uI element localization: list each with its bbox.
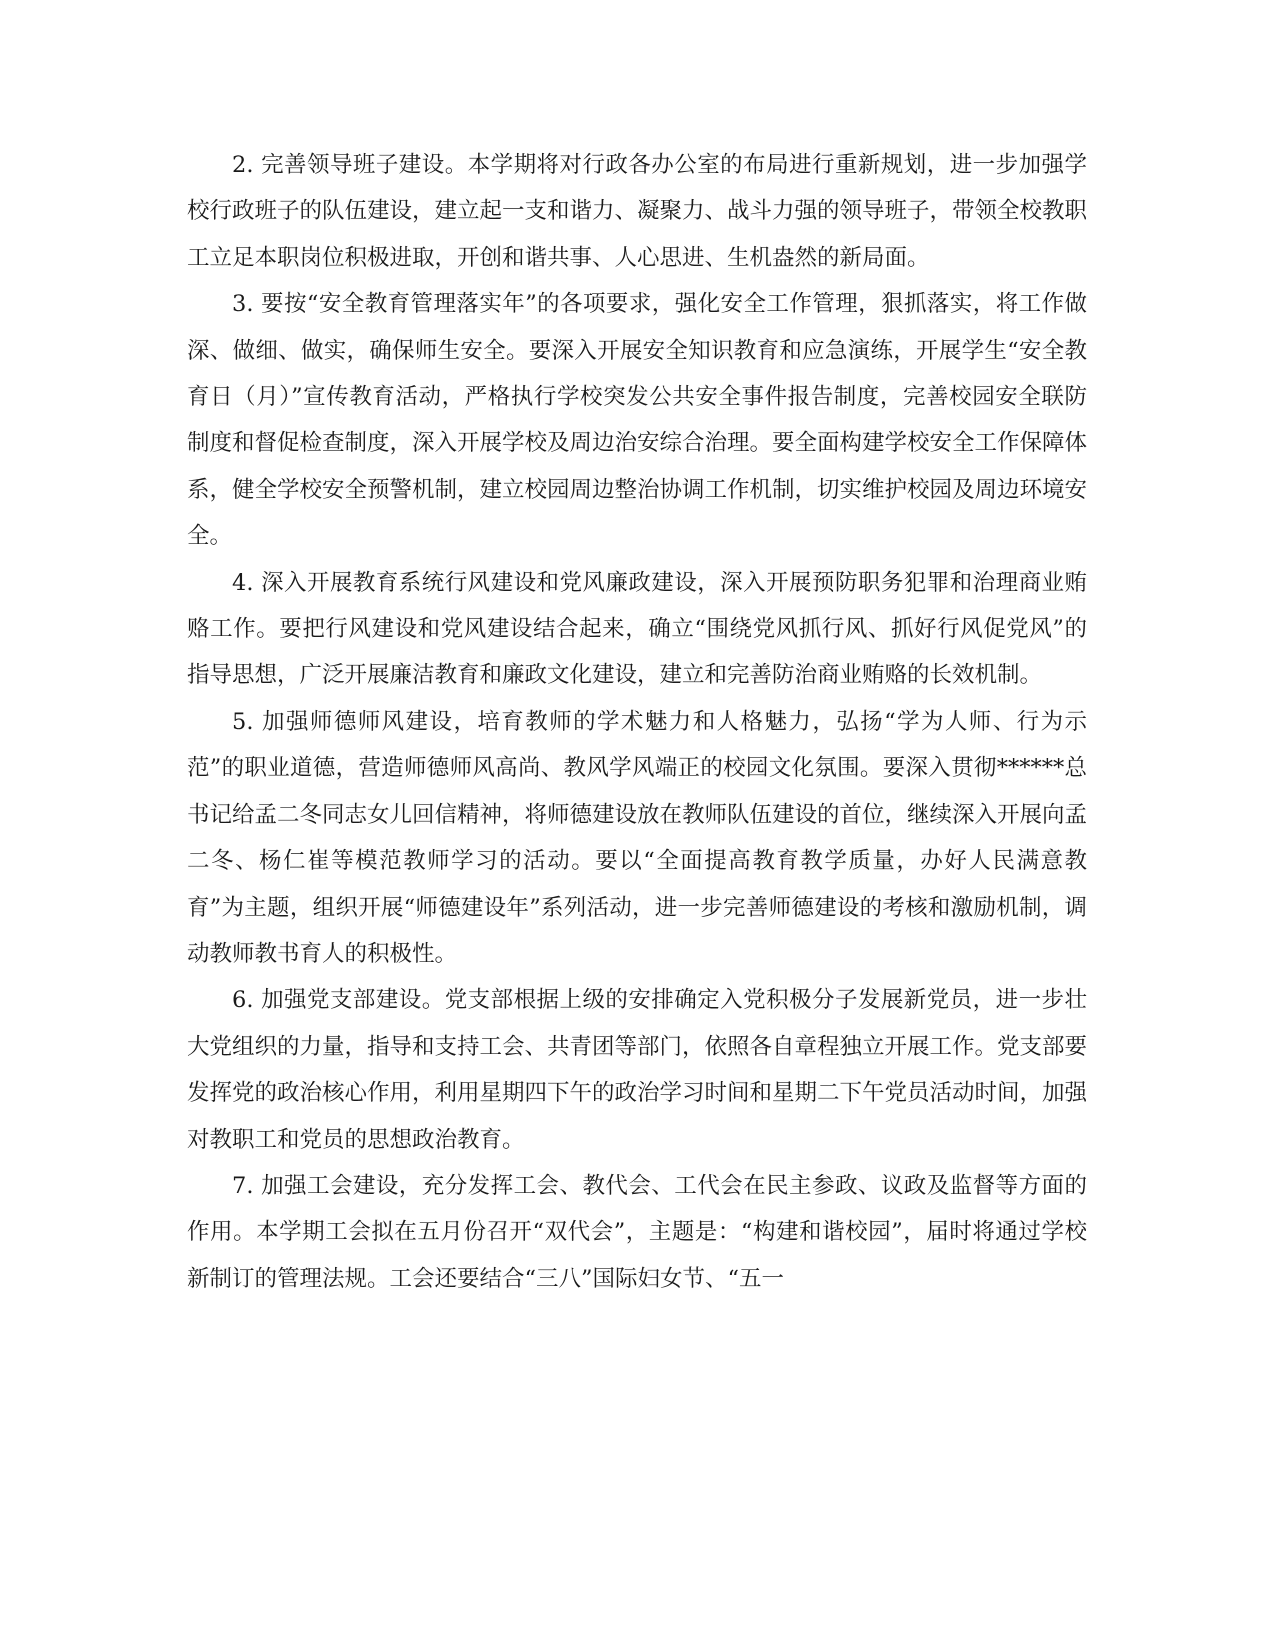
paragraph-item-2: 2. 完善领导班子建设。本学期将对行政各办公室的布局进行重新规划，进一步加强学校行政班子的队伍建设，建立起一支和谐力、凝聚力、战斗力强的领导班子，带领全校教职工立足本职岗位积极进取，开创和谐共事、人心思进、生机盎然的新局面。 <box>187 152 1088 271</box>
paragraph-item-4: 4. 深入开展教育系统行风建设和党风廉政建设，深入开展预防职务犯罪和治理商业贿赂工作。要把行风建设和党风建设结合起来，确立“围绕党风抓行风、抓好行风促党风”的指导思想，广泛开展廉洁教育和廉政文化建设，建立和完善防治商业贿赂的长效机制。 <box>187 569 1087 689</box>
document-body <box>187 142 1087 1302</box>
paragraph-item-5: 5. 加强师德师风建设，培育教师的学术魅力和人格魅力，弘扬“学为人师、行为示范”的职业道德，营造师德师风高尚、教风学风端正的校园文化氛围。要深入贯彻******总书记给孟二冬同志女儿回信精神，将师德建设放在教师队伍建设的首位，继续深入开展向孟二冬、杨仁崔等模范教师学习的活动。要以“全面提高教育教学质量，办好人民满意教育”为主题，组织开展“师德建设年”系列活动，进一步完善师德建设的考核和激励机制，调动教师教书育人的积极性。 <box>187 708 1088 967</box>
paragraph-item-3: 3. 要按“安全教育管理落实年”的各项要求，强化安全工作管理，狠抓落实，将工作做深、做细、做实，确保师生安全。要深入开展安全知识教育和应急演练，开展学生“安全教育日（月）”宣传教育活动，严格执行学校突发公共安全事件报告制度，完善校园安全联防制度和督促检查制度，深入开展学校及周边治安综合治理。要全面构建学校安全工作保障体系，健全学校安全预警机制，建立校园周边整治协调工作机制，切实维护校园及周边环境安全。 <box>187 291 1088 550</box>
paragraph-item-7: 7. 加强工会建设，充分发挥工会、教代会、工代会在民主参政、议政及监督等方面的作用。本学期工会拟在五月份召开“双代会”，主题是：“构建和谐校园”，届时将通过学校新制订的管理法规。工会还要结合“三八”国际妇女节、“五一 <box>187 1172 1087 1292</box>
paragraph-item-6: 6. 加强党支部建设。党支部根据上级的安排确定入党积极分子发展新党员，进一步壮大党组织的力量，指导和支持工会、共青团等部门，依照各自章程独立开展工作。党支部要发挥党的政治核心作用，利用星期四下午的政治学习时间和星期二下午党员活动时间，加强对教职工和党员的思想政治教育。 <box>187 987 1088 1153</box>
